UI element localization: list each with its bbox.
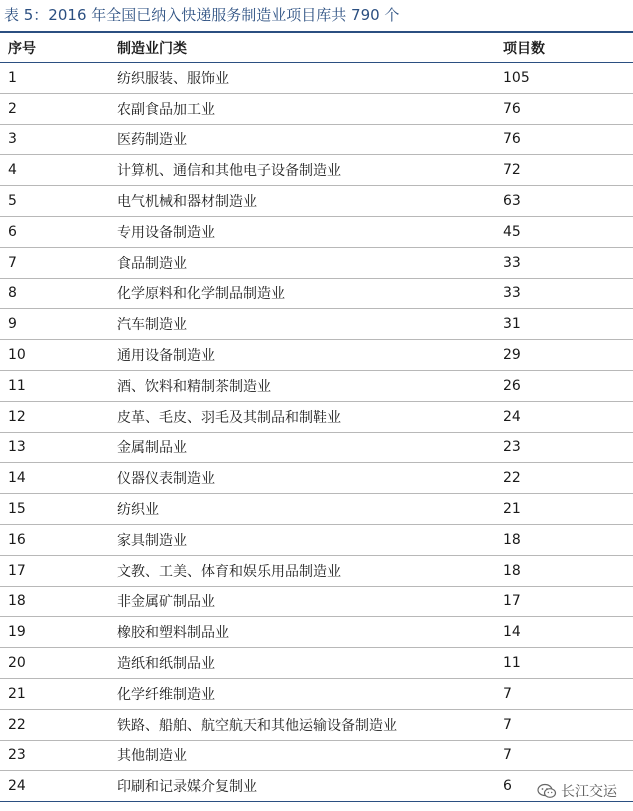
row-count: 17: [503, 593, 521, 610]
row-count: 31: [503, 316, 521, 333]
row-index: 19: [8, 624, 26, 641]
row-category: 食品制造业: [117, 255, 187, 272]
row-count: 11: [503, 655, 521, 672]
row-category: 医药制造业: [117, 132, 187, 149]
row-count: 23: [503, 439, 521, 456]
row-category: 印刷和记录媒介复制业: [117, 779, 257, 796]
row-count: 7: [503, 685, 512, 702]
table-caption: 表 5：2016 年全国已纳入快递服务制造业项目库共 790 个: [4, 6, 400, 24]
row-category: 汽车制造业: [117, 317, 187, 334]
row-index: 6: [8, 223, 17, 240]
row-category: 仪器仪表制造业: [117, 471, 215, 488]
row-count: 7: [503, 716, 512, 733]
table-row: [0, 525, 633, 556]
row-category: 化学原料和化学制品制造业: [117, 286, 285, 303]
table-row: [0, 94, 633, 125]
row-count: 76: [503, 100, 521, 117]
row-index: 8: [8, 285, 17, 302]
table-row: [0, 155, 633, 186]
table-row: [0, 556, 633, 587]
table-row: [0, 217, 633, 248]
row-count: 33: [503, 285, 521, 302]
table-row: [0, 648, 633, 679]
row-category: 纺织业: [117, 502, 159, 519]
wechat-icon: [537, 783, 557, 799]
row-category: 农副食品加工业: [117, 101, 215, 118]
row-count: 63: [503, 193, 521, 210]
row-category: 纺织服装、服饰业: [117, 70, 229, 87]
row-index: 21: [8, 685, 26, 702]
row-count: 76: [503, 131, 521, 148]
row-index: 12: [8, 408, 26, 425]
row-index: 7: [8, 254, 17, 271]
table-row: [0, 617, 633, 648]
row-category: 文教、工美、体育和娱乐用品制造业: [117, 563, 341, 580]
table-row: [0, 463, 633, 494]
header-count: 项目数: [503, 40, 545, 57]
watermark-text: 长江交运: [561, 784, 617, 800]
row-index: 20: [8, 655, 26, 672]
table-row: [0, 186, 633, 217]
row-index: 14: [8, 470, 26, 487]
row-index: 11: [8, 377, 26, 394]
table-row: [0, 587, 633, 618]
row-category: 橡胶和塑料制品业: [117, 625, 229, 642]
table-row: [0, 63, 633, 94]
row-category: 造纸和纸制品业: [117, 656, 215, 673]
table-row: [0, 125, 633, 156]
row-count: 22: [503, 470, 521, 487]
table-row: [0, 710, 633, 741]
row-category: 皮革、毛皮、羽毛及其制品和制鞋业: [117, 409, 341, 426]
row-category: 专用设备制造业: [117, 224, 215, 241]
row-category: 通用设备制造业: [117, 348, 215, 365]
row-category: 化学纤维制造业: [117, 686, 215, 703]
row-index: 3: [8, 131, 17, 148]
data-table: [0, 31, 633, 802]
row-index: 22: [8, 716, 26, 733]
row-count: 72: [503, 162, 521, 179]
row-index: 4: [8, 162, 17, 179]
header-category: 制造业门类: [117, 40, 187, 57]
row-index: 23: [8, 747, 26, 764]
table-row: [0, 741, 633, 772]
row-index: 9: [8, 316, 17, 333]
row-index: 18: [8, 593, 26, 610]
table-row: [0, 340, 633, 371]
row-count: 18: [503, 531, 521, 548]
row-category: 家具制造业: [117, 532, 187, 549]
row-index: 16: [8, 531, 26, 548]
row-count: 21: [503, 501, 521, 518]
row-count: 7: [503, 747, 512, 764]
row-count: 45: [503, 223, 521, 240]
row-category: 铁路、船舶、航空航天和其他运输设备制造业: [117, 717, 397, 734]
table-row: [0, 279, 633, 310]
row-count: 105: [503, 69, 530, 86]
row-category: 金属制品业: [117, 440, 187, 457]
row-category: 电气机械和器材制造业: [117, 194, 257, 211]
row-count: 29: [503, 347, 521, 364]
row-count: 26: [503, 377, 521, 394]
row-category: 酒、饮料和精制茶制造业: [117, 378, 271, 395]
table-row: [0, 679, 633, 710]
row-category: 计算机、通信和其他电子设备制造业: [117, 163, 341, 180]
table-row: [0, 371, 633, 402]
row-count: 14: [503, 624, 521, 641]
header-index: 序号: [8, 40, 36, 57]
wechat-watermark: [535, 781, 619, 801]
row-index: 1: [8, 69, 17, 86]
row-index: 15: [8, 501, 26, 518]
table-row: [0, 248, 633, 279]
row-index: 17: [8, 562, 26, 579]
row-index: 2: [8, 100, 17, 117]
row-count: 6: [503, 778, 512, 795]
table-row: [0, 402, 633, 433]
table-row: [0, 494, 633, 525]
row-count: 33: [503, 254, 521, 271]
table-header-row: [0, 33, 633, 63]
row-category: 非金属矿制品业: [117, 594, 215, 611]
row-count: 24: [503, 408, 521, 425]
row-index: 5: [8, 193, 17, 210]
row-count: 18: [503, 562, 521, 579]
row-index: 13: [8, 439, 26, 456]
table-row: [0, 309, 633, 340]
row-index: 10: [8, 347, 26, 364]
table-row: [0, 433, 633, 464]
row-index: 24: [8, 778, 26, 795]
row-category: 其他制造业: [117, 748, 187, 765]
